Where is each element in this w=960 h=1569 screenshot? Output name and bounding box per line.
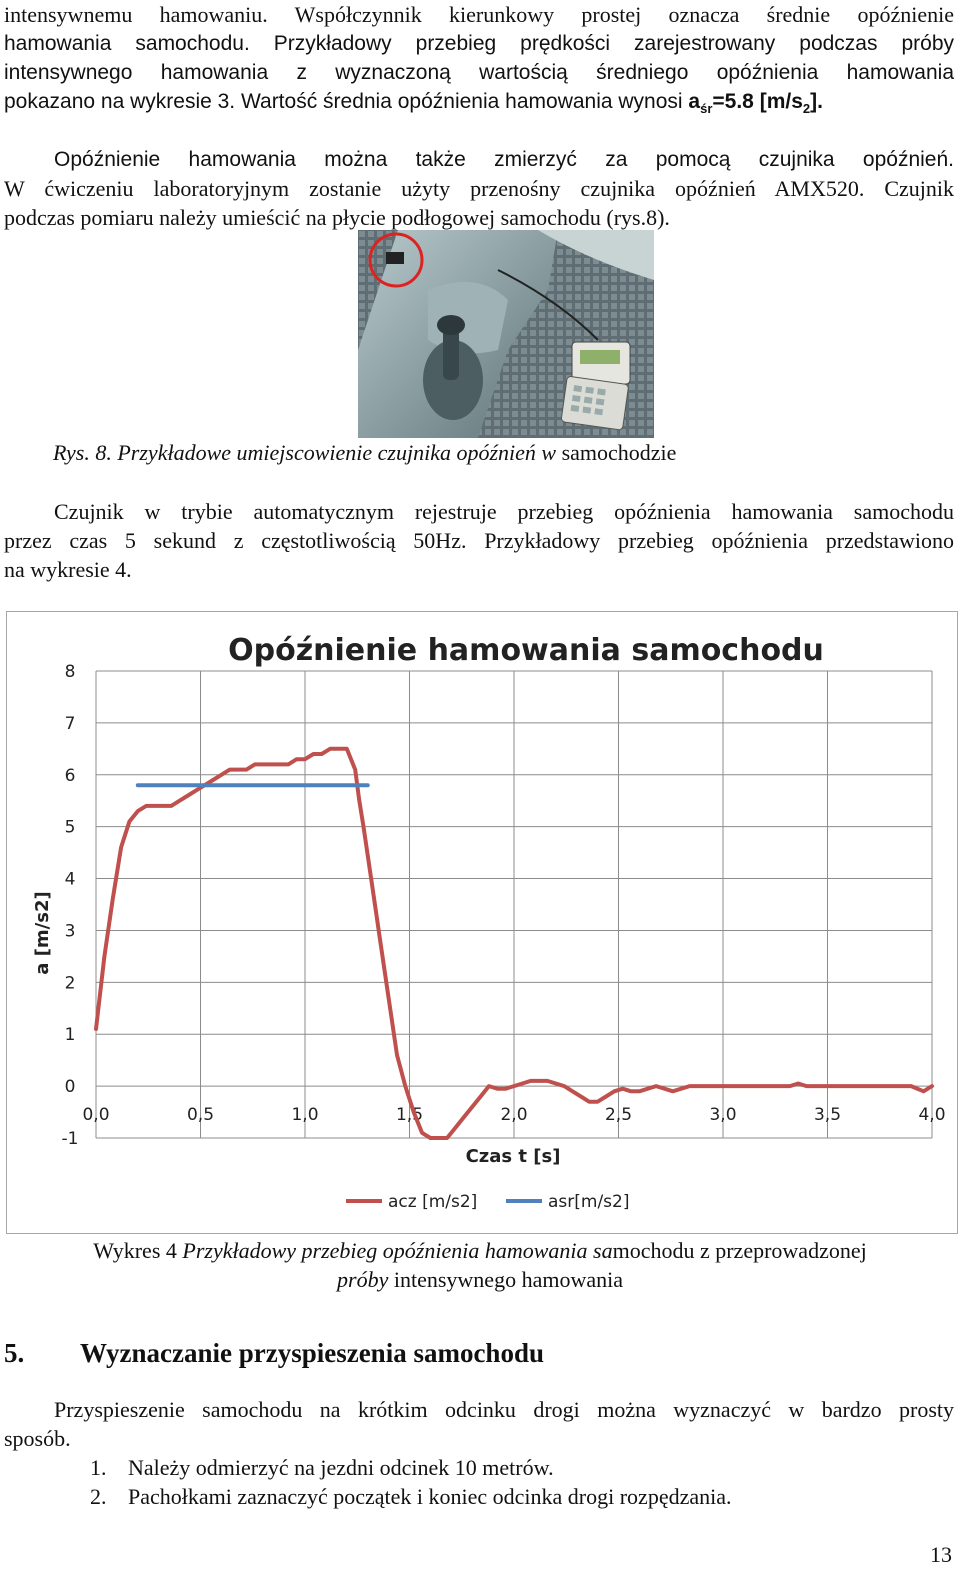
section-title: Wyznaczanie przyspieszenia samochodu — [80, 1338, 544, 1368]
average-end: ]. — [810, 90, 823, 113]
x-tick-label: 3,5 — [813, 1105, 842, 1126]
figure-caption-italic: próby — [337, 1267, 389, 1292]
y-tick-label: -1 — [61, 1129, 79, 1149]
x-tick-label: 0,0 — [82, 1105, 110, 1126]
x-tick-label: 1,0 — [291, 1105, 319, 1126]
figure-caption-normal: mochodu z przeprowadzonej — [612, 1238, 867, 1263]
photo-caption-normal: samochodzie — [556, 440, 677, 465]
y-tick-label: 3 — [64, 921, 76, 942]
x-tick-label: 4,0 — [918, 1105, 946, 1126]
y-tick-label: 6 — [64, 765, 76, 786]
y-tick-label: 0 — [64, 1077, 76, 1098]
deceleration-chart — [6, 611, 958, 1234]
paragraph-line-average — [4, 87, 954, 123]
x-tick-label: 3,0 — [709, 1105, 737, 1126]
legend-label: asr[m/s2] — [548, 1192, 630, 1212]
subscript-2: 2 — [802, 101, 811, 117]
y-tick-label: 2 — [64, 973, 76, 994]
paragraph-line: Opóźnienie hamowania można także zmierzyć za pomocą czujnika opóźnień. — [54, 148, 954, 171]
x-tick-label: 2,0 — [500, 1105, 528, 1126]
section-number: 5. — [4, 1338, 25, 1368]
legend-label: acz [m/s2] — [388, 1192, 478, 1212]
photo-caption — [53, 438, 676, 467]
list-text: Należy odmierzyć na jezdni odcinek 10 metrów. — [128, 1455, 554, 1480]
section-heading — [4, 1336, 544, 1370]
paragraph-text: pokazano na wykresie 3. Wartość średnia opóźnienia hamowania wynosi — [4, 90, 689, 113]
x-tick-label: 0,5 — [186, 1105, 215, 1126]
paragraph-line: W ćwiczeniu laboratoryjnym zostanie użyty przenośny czujnika opóźnień AMX520. Czujnik — [4, 176, 954, 201]
figure-caption-italic: Przykładowy przebieg opóźnienia hamowania sa — [182, 1238, 613, 1263]
figure-caption-label: Wykres 4 — [93, 1238, 183, 1263]
paragraph-line: intensywnemu hamowaniu. Współczynnik kierunkowy prostej oznacza średnie opóźnienie — [4, 2, 954, 27]
photo-caption-italic: Rys. 8. Przykładowe umiejscowienie czujnika opóźnień w — [53, 440, 557, 465]
paragraph-line: podczas pomiaru należy umieścić na płycie podłogowej samochodu (rys.8). — [4, 205, 670, 230]
paragraph-line: hamowania samochodu. Przykładowy przebieg prędkości zarejestrowany podczas próby — [4, 32, 954, 55]
paragraph-line: intensywnego hamowania z wyznaczoną wartością średniego opóźnienia hamowania — [4, 61, 954, 84]
paragraph-line: Przyspieszenie samochodu na krótkim odcinku drogi można wyznaczyć w bardzo prosty — [54, 1397, 954, 1422]
y-axis-label: a [m/s2] — [32, 891, 53, 975]
symbol-a: a — [688, 90, 701, 113]
paragraph-line: przez czas 5 sekund z częstotliwością 50Hz. Przykładowy przebieg opóźnienia przedstawiono — [4, 528, 954, 553]
average-value: =5.8 [m/s — [712, 90, 803, 113]
figure-caption-normal: intensywnego hamowania — [388, 1267, 623, 1292]
y-tick-label: 1 — [64, 1025, 76, 1046]
list-text: Pachołkami zaznaczyć początek i koniec odcinka drogi rozpędzania. — [128, 1484, 732, 1509]
list-number: 1. — [90, 1455, 107, 1480]
subscript-sr: śr — [700, 101, 713, 117]
list-number: 2. — [90, 1484, 107, 1509]
list-item — [90, 1482, 732, 1511]
x-tick-label: 1,5 — [395, 1105, 424, 1126]
paragraph-line: Czujnik w trybie automatycznym rejestruje przebieg opóźnienia hamowania samochodu — [54, 499, 954, 524]
y-tick-label: 7 — [64, 713, 76, 734]
x-axis-label: Czas t [s] — [465, 1146, 561, 1167]
y-tick-label: 4 — [64, 869, 76, 890]
page-number: 13 — [930, 1542, 952, 1567]
y-tick-label: 8 — [64, 662, 76, 682]
paragraph-line: na wykresie 4. — [4, 557, 132, 582]
figure-caption — [0, 1236, 960, 1294]
paragraph-line: sposób. — [4, 1426, 71, 1451]
x-tick-label: 2,5 — [604, 1105, 633, 1126]
sensor-photo — [358, 230, 654, 438]
list-item — [90, 1453, 554, 1482]
chart-title: Opóźnienie hamowania samochodu — [228, 633, 824, 668]
y-tick-label: 5 — [64, 817, 76, 838]
chart-frame — [7, 612, 958, 1234]
